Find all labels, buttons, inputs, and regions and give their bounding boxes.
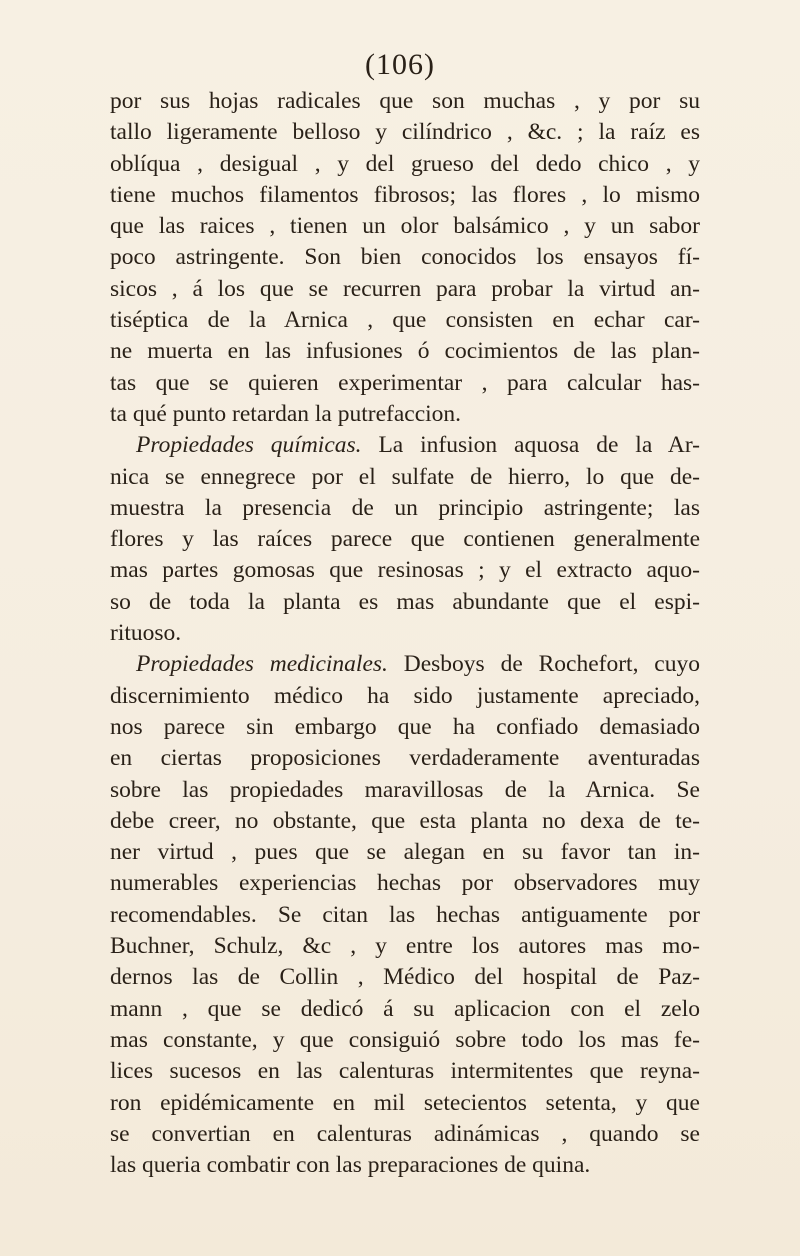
text-line: sobre las propiedades maravillosas de la Arnica. Se xyxy=(110,776,700,803)
paragraph-first-line xyxy=(110,649,700,680)
text-line: ne muerta en las infusiones ó cocimientos de las plan- xyxy=(110,338,700,365)
text-line: rituoso. xyxy=(110,620,182,647)
text-run: Desboys de Rochefort, cuyo xyxy=(403,651,700,678)
text-line: flores y las raíces parece que contienen generalmente xyxy=(110,526,700,553)
text-run: La infusion aquosa de la Ar- xyxy=(378,432,700,459)
text-line: nos parece sin embargo que ha confiado demasiado xyxy=(110,713,700,740)
text-line: que las raices , tienen un olor balsámico , y un sabor xyxy=(110,213,700,240)
text-line: tas que se quieren experimentar , para calcular has- xyxy=(110,369,700,396)
text-line: mas constante, y que consiguió sobre todo los mas fe- xyxy=(110,1026,700,1053)
text-line: muestra la presencia de un principio astringente; las xyxy=(110,494,700,521)
text-line: numerables experiencias hechas por observadores muy xyxy=(110,870,700,897)
text-line: lices sucesos en las calenturas intermitentes que reyna- xyxy=(110,1058,700,1085)
text-line: las queria combatir con las preparaciones de quina. xyxy=(110,1152,591,1179)
text-line: dernos las de Collin , Médico del hospital de Paz- xyxy=(110,964,700,991)
text-line: tiene muchos filamentos fibrosos; las flores , lo mismo xyxy=(110,181,700,208)
section-heading-medicinal: Propiedades medicinales. xyxy=(136,651,388,678)
text-line: ner virtud , pues que se alegan en su favor tan in- xyxy=(110,839,700,866)
text-line: poco astringente. Son bien conocidos los ensayos fí- xyxy=(110,244,700,271)
text-line: mann , que se dedicó á su aplicacion con el zelo xyxy=(110,995,700,1022)
text-line: ron epidémicamente en mil setecientos setenta, y que xyxy=(110,1089,700,1116)
text-line: tallo ligeramente belloso y cilíndrico , &c. ; la raíz es xyxy=(110,119,700,146)
text-line: en ciertas proposiciones verdaderamente aventuradas xyxy=(110,745,700,772)
text-line: se convertian en calenturas adinámicas , quando se xyxy=(110,1120,700,1147)
text-line: oblíqua , desigual , y del grueso del dedo chico , y xyxy=(110,150,700,177)
text-line: so de toda la planta es mas abundante que el espi- xyxy=(110,588,700,615)
text-line: nica se ennegrece por el sulfate de hierro, lo que de- xyxy=(110,463,700,490)
text-line: Buchner, Schulz, &c , y entre los autores mas mo- xyxy=(110,933,700,960)
text-line: por sus hojas radicales que son muchas , y por su xyxy=(110,88,700,114)
text-line: mas partes gomosas que resinosas ; y el extracto aquo- xyxy=(110,557,700,584)
section-heading-chemical: Propiedades químicas. xyxy=(136,432,362,459)
text-line: tiséptica de la Arnica , que consisten en echar car- xyxy=(110,307,700,334)
text-line: discernimiento médico ha sido justamente apreciado, xyxy=(110,682,700,709)
page-number: (106) xyxy=(365,48,435,81)
paragraph-first-line xyxy=(110,430,700,461)
text-line: sicos , á los que se recurren para probar la virtud an- xyxy=(110,275,700,302)
text-line: debe creer, no obstante, que esta planta no dexa de te- xyxy=(110,807,700,834)
text-line: ta qué punto retardan la putrefaccion. xyxy=(110,400,462,427)
text-line: recomendables. Se citan las hechas antiguamente por xyxy=(110,901,700,928)
body-text xyxy=(110,86,700,1181)
